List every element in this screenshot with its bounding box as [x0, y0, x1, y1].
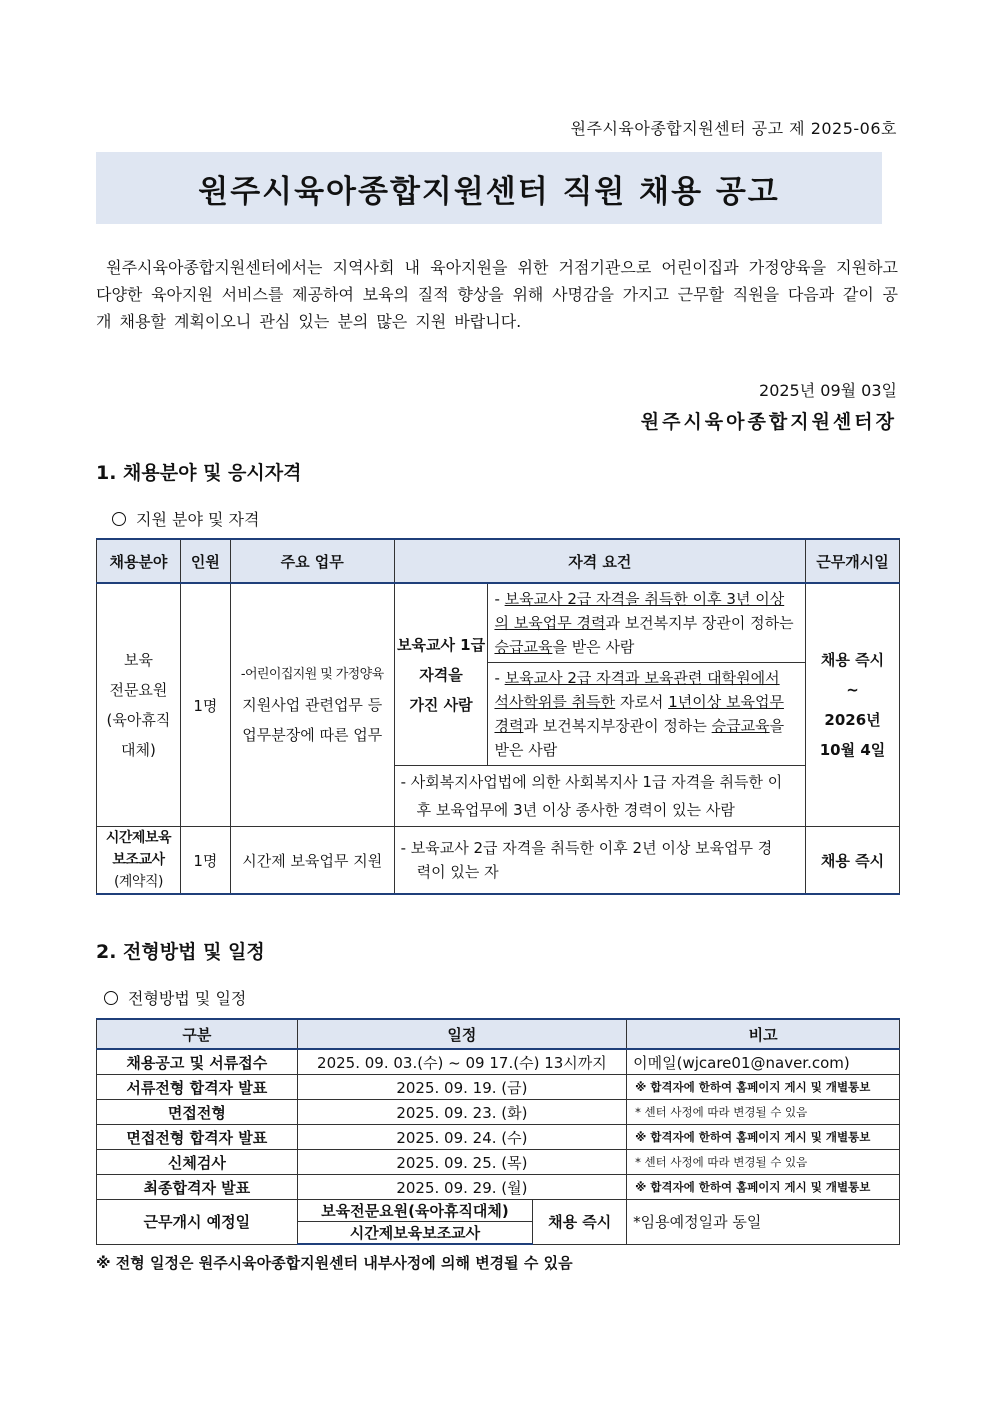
table-row [97, 827, 900, 895]
table-row [97, 1200, 900, 1222]
qual-group-text: 자격을 [419, 665, 463, 684]
header-qualification: 자격 요건 [394, 539, 805, 583]
table-row [97, 1075, 900, 1100]
field-text: 보육 [123, 651, 153, 669]
qual-text: 후 보육업무에 3년 이상 종사한 경력이 있는 사람 [416, 801, 735, 819]
table-header-row [97, 1019, 900, 1049]
stage-cell: 면접전형 [97, 1100, 298, 1125]
signer: 원주시육아종합지원센터장 [640, 411, 897, 433]
section2-sub-text: 전형방법 및 일정 [128, 989, 247, 1008]
date-cell: 2025. 09. 23. (화) [297, 1100, 626, 1125]
qual-text: 보육교사 2급 자격과 보육관련 대학원에서 석사학위를 취득한 [494, 669, 780, 711]
count-cell: 1명 [180, 583, 230, 827]
intro-text: 원주시육아종합지원센터에서는 지역사회 내 육아지원을 위한 거점기관으로 어린이집과 가정양육을 지원하고 다양한 육아지원 서비스를 제공하여 보육의 질적 향상을 위해 사명감을 가지고 근무할 직원을 다음과 같이 공개 채용할 계획이오니 관심 있는 분의 많은 지원 바랍니다. [96, 258, 898, 331]
field-cell [97, 583, 181, 827]
qual-a-cell [488, 583, 806, 663]
qual-text: 자로서 [615, 693, 669, 711]
stage-cell: 면접전형 합격자 발표 [97, 1125, 298, 1150]
when-cell: 채용 즉시 [533, 1200, 627, 1245]
stage-cell: 서류전형 합격자 발표 [97, 1075, 298, 1100]
header-stage: 구분 [97, 1019, 298, 1049]
date-cell: 2025. 09. 24. (수) [297, 1125, 626, 1150]
start-text: ~ [846, 681, 859, 699]
header-note: 비고 [627, 1019, 900, 1049]
qual-text: - 사회복지사업법에 의한 사회복지사 1급 자격을 취득한 이 [400, 773, 783, 791]
footnote: ※ 전형 일정은 원주시육아종합지원센터 내부사정에 의해 변경될 수 있음 [96, 1254, 573, 1272]
date-cell: 2025. 09. 25. (목) [297, 1150, 626, 1175]
start-text: 2026년 [824, 711, 881, 729]
duty-text: 지원사업 관련업무 등 [242, 696, 383, 714]
circle-bullet-icon [112, 512, 126, 526]
qual-text: - [494, 590, 505, 608]
position-cell: 보육전문요원(육아휴직대체) [297, 1200, 533, 1222]
qual-group-text: 가진 사람 [409, 695, 473, 714]
header-field: 채용분야 [97, 539, 181, 583]
qual-text: 승급교육 [494, 638, 553, 656]
start-text: 10월 4일 [819, 741, 886, 759]
stage-cell: 근무개시 예정일 [97, 1200, 298, 1245]
section2-heading: 2. 전형방법 및 일정 [96, 941, 265, 963]
qual-text: - 보육교사 2급 자격을 취득한 이후 2년 이상 보육업무 경 [400, 839, 773, 857]
duty-cell [230, 583, 394, 827]
note-cell: ※ 합격자에 한하여 홈페이지 게시 및 개별통보 [627, 1075, 900, 1100]
date-cell: 2025. 09. 19. (금) [297, 1075, 626, 1100]
qual-b-cell [488, 663, 806, 766]
qual-text: 승급교육 [711, 717, 770, 735]
date-cell: 2025. 09. 29. (월) [297, 1175, 626, 1200]
notice-number: 원주시육아종합지원센터 공고 제 2025-06호 [570, 119, 897, 138]
field-text: 전문요원 [109, 681, 168, 699]
table-row [97, 1125, 900, 1150]
section1-heading: 1. 채용분야 및 응시자격 [96, 462, 302, 484]
start-cell: 채용 즉시 [806, 827, 900, 895]
count-cell: 1명 [180, 827, 230, 895]
note-cell: ※ 합격자에 한하여 홈페이지 게시 및 개별통보 [627, 1125, 900, 1150]
table-row [97, 583, 900, 663]
section1-sub-text: 지원 분야 및 자격 [136, 510, 260, 529]
qual-text: 과 보건복지부장관이 정하는 [523, 717, 712, 735]
header-duty: 주요 업무 [230, 539, 394, 583]
qual-text: 과 보건복지부 장관이 정하는 [605, 614, 794, 632]
table-row [97, 1175, 900, 1200]
qual-cell [394, 827, 805, 895]
intro-paragraph [96, 254, 898, 335]
note-cell: 이메일(wjcare01@naver.com) [627, 1049, 900, 1075]
table-row [97, 1049, 900, 1075]
header-start: 근무개시일 [806, 539, 900, 583]
stage-cell: 신체검사 [97, 1150, 298, 1175]
date-cell: 2025. 09. 03.(수) ~ 09 17.(수) 13시까지 [297, 1049, 626, 1075]
qual-text: 을 받은 사람 [552, 638, 635, 656]
field-text: 시간제보육 [105, 830, 171, 846]
field-text: (계약직) [113, 874, 163, 890]
field-text: 보조교사 [112, 852, 165, 868]
qual-group-text: 보육교사 1급 [396, 635, 486, 654]
table-row [97, 1100, 900, 1125]
qual-c-cell [394, 766, 805, 827]
qual-text: 1년이상 보육업무 경력 [494, 693, 784, 735]
header-count: 인원 [180, 539, 230, 583]
circle-bullet-icon [104, 991, 118, 1005]
qual-text: 력이 있는 자 [416, 863, 499, 881]
qual-text: 보육교사 2급 자격을 취득한 이후 3년 이상의 보육업무 경력 [494, 590, 785, 632]
start-text: 채용 즉시 [820, 651, 885, 669]
field-text: (육아휴직 [106, 711, 171, 729]
duty-cell: 시간제 보육업무 지원 [230, 827, 394, 895]
section1-sub [112, 507, 259, 530]
start-cell [806, 583, 900, 827]
stage-cell: 최종합격자 발표 [97, 1175, 298, 1200]
table-header-row [97, 539, 900, 583]
note-cell: * 센터 사정에 따라 변경될 수 있음 [627, 1150, 900, 1175]
note-cell: *임용예정일과 동일 [627, 1200, 900, 1245]
note-cell: ※ 합격자에 한하여 홈페이지 게시 및 개별통보 [627, 1175, 900, 1200]
duty-text: 업무분장에 따른 업무 [242, 726, 383, 744]
position-cell: 시간제보육보조교사 [297, 1222, 533, 1245]
table-row [97, 1150, 900, 1175]
title-banner [96, 152, 882, 224]
duty-text: -어린이집지원 및 가정양육 [240, 667, 384, 682]
notice-date: 2025년 09월 03일 [759, 381, 897, 400]
qual-text: - [494, 669, 505, 687]
schedule-table [96, 1018, 900, 1245]
field-text: 대체) [121, 741, 156, 759]
recruit-table [96, 538, 900, 895]
header-date: 일정 [297, 1019, 626, 1049]
qual-group-cell [394, 583, 488, 766]
qual-text: 을 받은 사람 [494, 717, 785, 759]
page-title: 원주시육아종합지원센터 직원 채용 공고 [198, 173, 780, 210]
note-cell: * 센터 사정에 따라 변경될 수 있음 [627, 1100, 900, 1125]
section2-sub [104, 986, 246, 1009]
field-cell [97, 827, 181, 895]
stage-cell: 채용공고 및 서류접수 [97, 1049, 298, 1075]
